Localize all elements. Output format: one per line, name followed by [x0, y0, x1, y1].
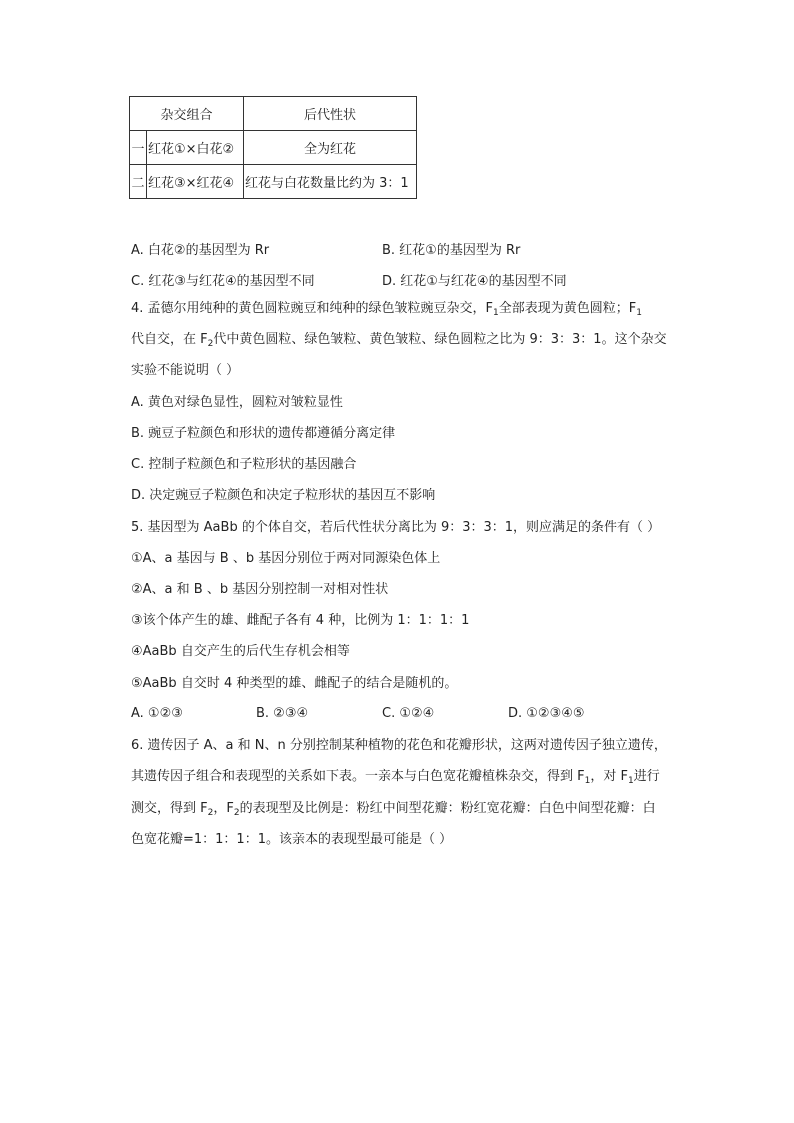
- cross-table: [129, 96, 417, 199]
- q4-stem-line2: [131, 331, 667, 353]
- q3-option-a: A. 白花②的基因型为 Rr: [131, 243, 270, 258]
- table-row-combo: 红花③×红花④: [147, 165, 244, 199]
- q6-stem-line4: 色宽花瓣=1：1：1：1。该亲本的表现型最可能是（ ）: [131, 832, 453, 847]
- q5-item-4: ④AaBb 自交产生的后代生存机会相等: [131, 644, 350, 659]
- subscript: 1: [584, 776, 591, 786]
- q5-option-b: B. ②③④: [256, 706, 309, 721]
- q4-option-a: A. 黄色对绿色显性，圆粒对皱粒显性: [131, 395, 343, 410]
- subscript: 1: [493, 308, 499, 318]
- q6-text: 其遗传因子组合和表现型的关系如下表。一亲本与白色宽花瓣植株杂交，得到 F: [131, 769, 585, 784]
- q3-option-c: C. 红花③与红花④的基因型不同: [131, 274, 315, 289]
- q5-option-c: C. ①②④: [382, 706, 435, 721]
- subscript: 1: [636, 308, 642, 318]
- table-row-result: 全为红花: [244, 131, 417, 165]
- q5-item-2: ②A、a 和 B 、b 基因分别控制一对相对性状: [131, 582, 389, 597]
- q4-stem-line3: 实验不能说明（ ）: [131, 363, 240, 378]
- q6-text: 的表现型及比例是：粉红中间型花瓣：粉红宽花瓣：白色中间型花瓣：白: [239, 801, 656, 816]
- q4-stem-line1: [131, 300, 642, 322]
- q4-option-c: C. 控制子粒颜色和子粒形状的基因融合: [131, 457, 357, 472]
- q5-item-1: ①A、a 基因与 B 、b 基因分别位于两对同源染色体上: [131, 551, 441, 566]
- q6-text: 进行: [633, 769, 660, 784]
- q5-item-5: ⑤AaBb 自交时 4 种类型的雄、雌配子的结合是随机的。: [131, 676, 458, 691]
- q5-stem: 5. 基因型为 AaBb 的个体自交，若后代性状分离比为 9：3：3：1，则应满足的条件有（ ）: [131, 520, 661, 535]
- q3-option-b: B. 红花①的基因型为 Rr: [382, 243, 521, 258]
- q4-option-d: D. 决定豌豆子粒颜色和决定子粒形状的基因互不影响: [131, 488, 436, 503]
- subscript: 2: [233, 808, 240, 818]
- q6-stem-line1: 6. 遗传因子 A、a 和 N、n 分别控制某种植物的花色和花瓣形状，这两对遗传因子独立遗传，: [131, 738, 667, 753]
- table-row-index: 二: [130, 165, 147, 199]
- table-row: [130, 131, 417, 165]
- table-header-combo: 杂交组合: [130, 97, 244, 131]
- table-header-result: 后代性状: [244, 97, 417, 131]
- q6-stem-line2: [131, 768, 660, 790]
- q6-text: ，对 F: [590, 769, 628, 784]
- table-row-result: 红花与白花数量比约为 3：1: [244, 165, 417, 199]
- q5-option-d: D. ①②③④⑤: [508, 706, 585, 721]
- q6-text: ，F: [213, 801, 234, 816]
- table-row: [130, 165, 417, 199]
- q4-text: 4. 孟德尔用纯种的黄色圆粒豌豆和纯种的绿色皱粒豌豆杂交，F: [131, 301, 494, 316]
- q5-option-a: A. ①②③: [131, 706, 183, 721]
- table-header-row: [130, 97, 417, 131]
- q4-text: 代中黄色圆粒、绿色皱粒、黄色皱粒、绿色圆粒之比为 9：3：3：1。这个杂交: [213, 332, 667, 347]
- table-row-index: 一: [130, 131, 147, 165]
- subscript: 2: [207, 339, 214, 349]
- q5-item-3: ③该个体产生的雄、雌配子各有 4 种，比例为 1：1：1：1: [131, 613, 470, 628]
- q4-text: 全部表现为黄色圆粒；F: [498, 301, 637, 316]
- subscript: 2: [207, 808, 214, 818]
- q6-text: 测交，得到 F: [131, 801, 208, 816]
- q4-option-b: B. 豌豆子粒颜色和形状的遗传都遵循分离定律: [131, 426, 396, 441]
- subscript: 1: [627, 776, 634, 786]
- q6-stem-line3: [131, 800, 656, 822]
- q4-text: 代自交，在 F: [131, 332, 208, 347]
- q3-option-d: D. 红花①与红花④的基因型不同: [382, 274, 567, 289]
- table-row-combo: 红花①×白花②: [147, 131, 244, 165]
